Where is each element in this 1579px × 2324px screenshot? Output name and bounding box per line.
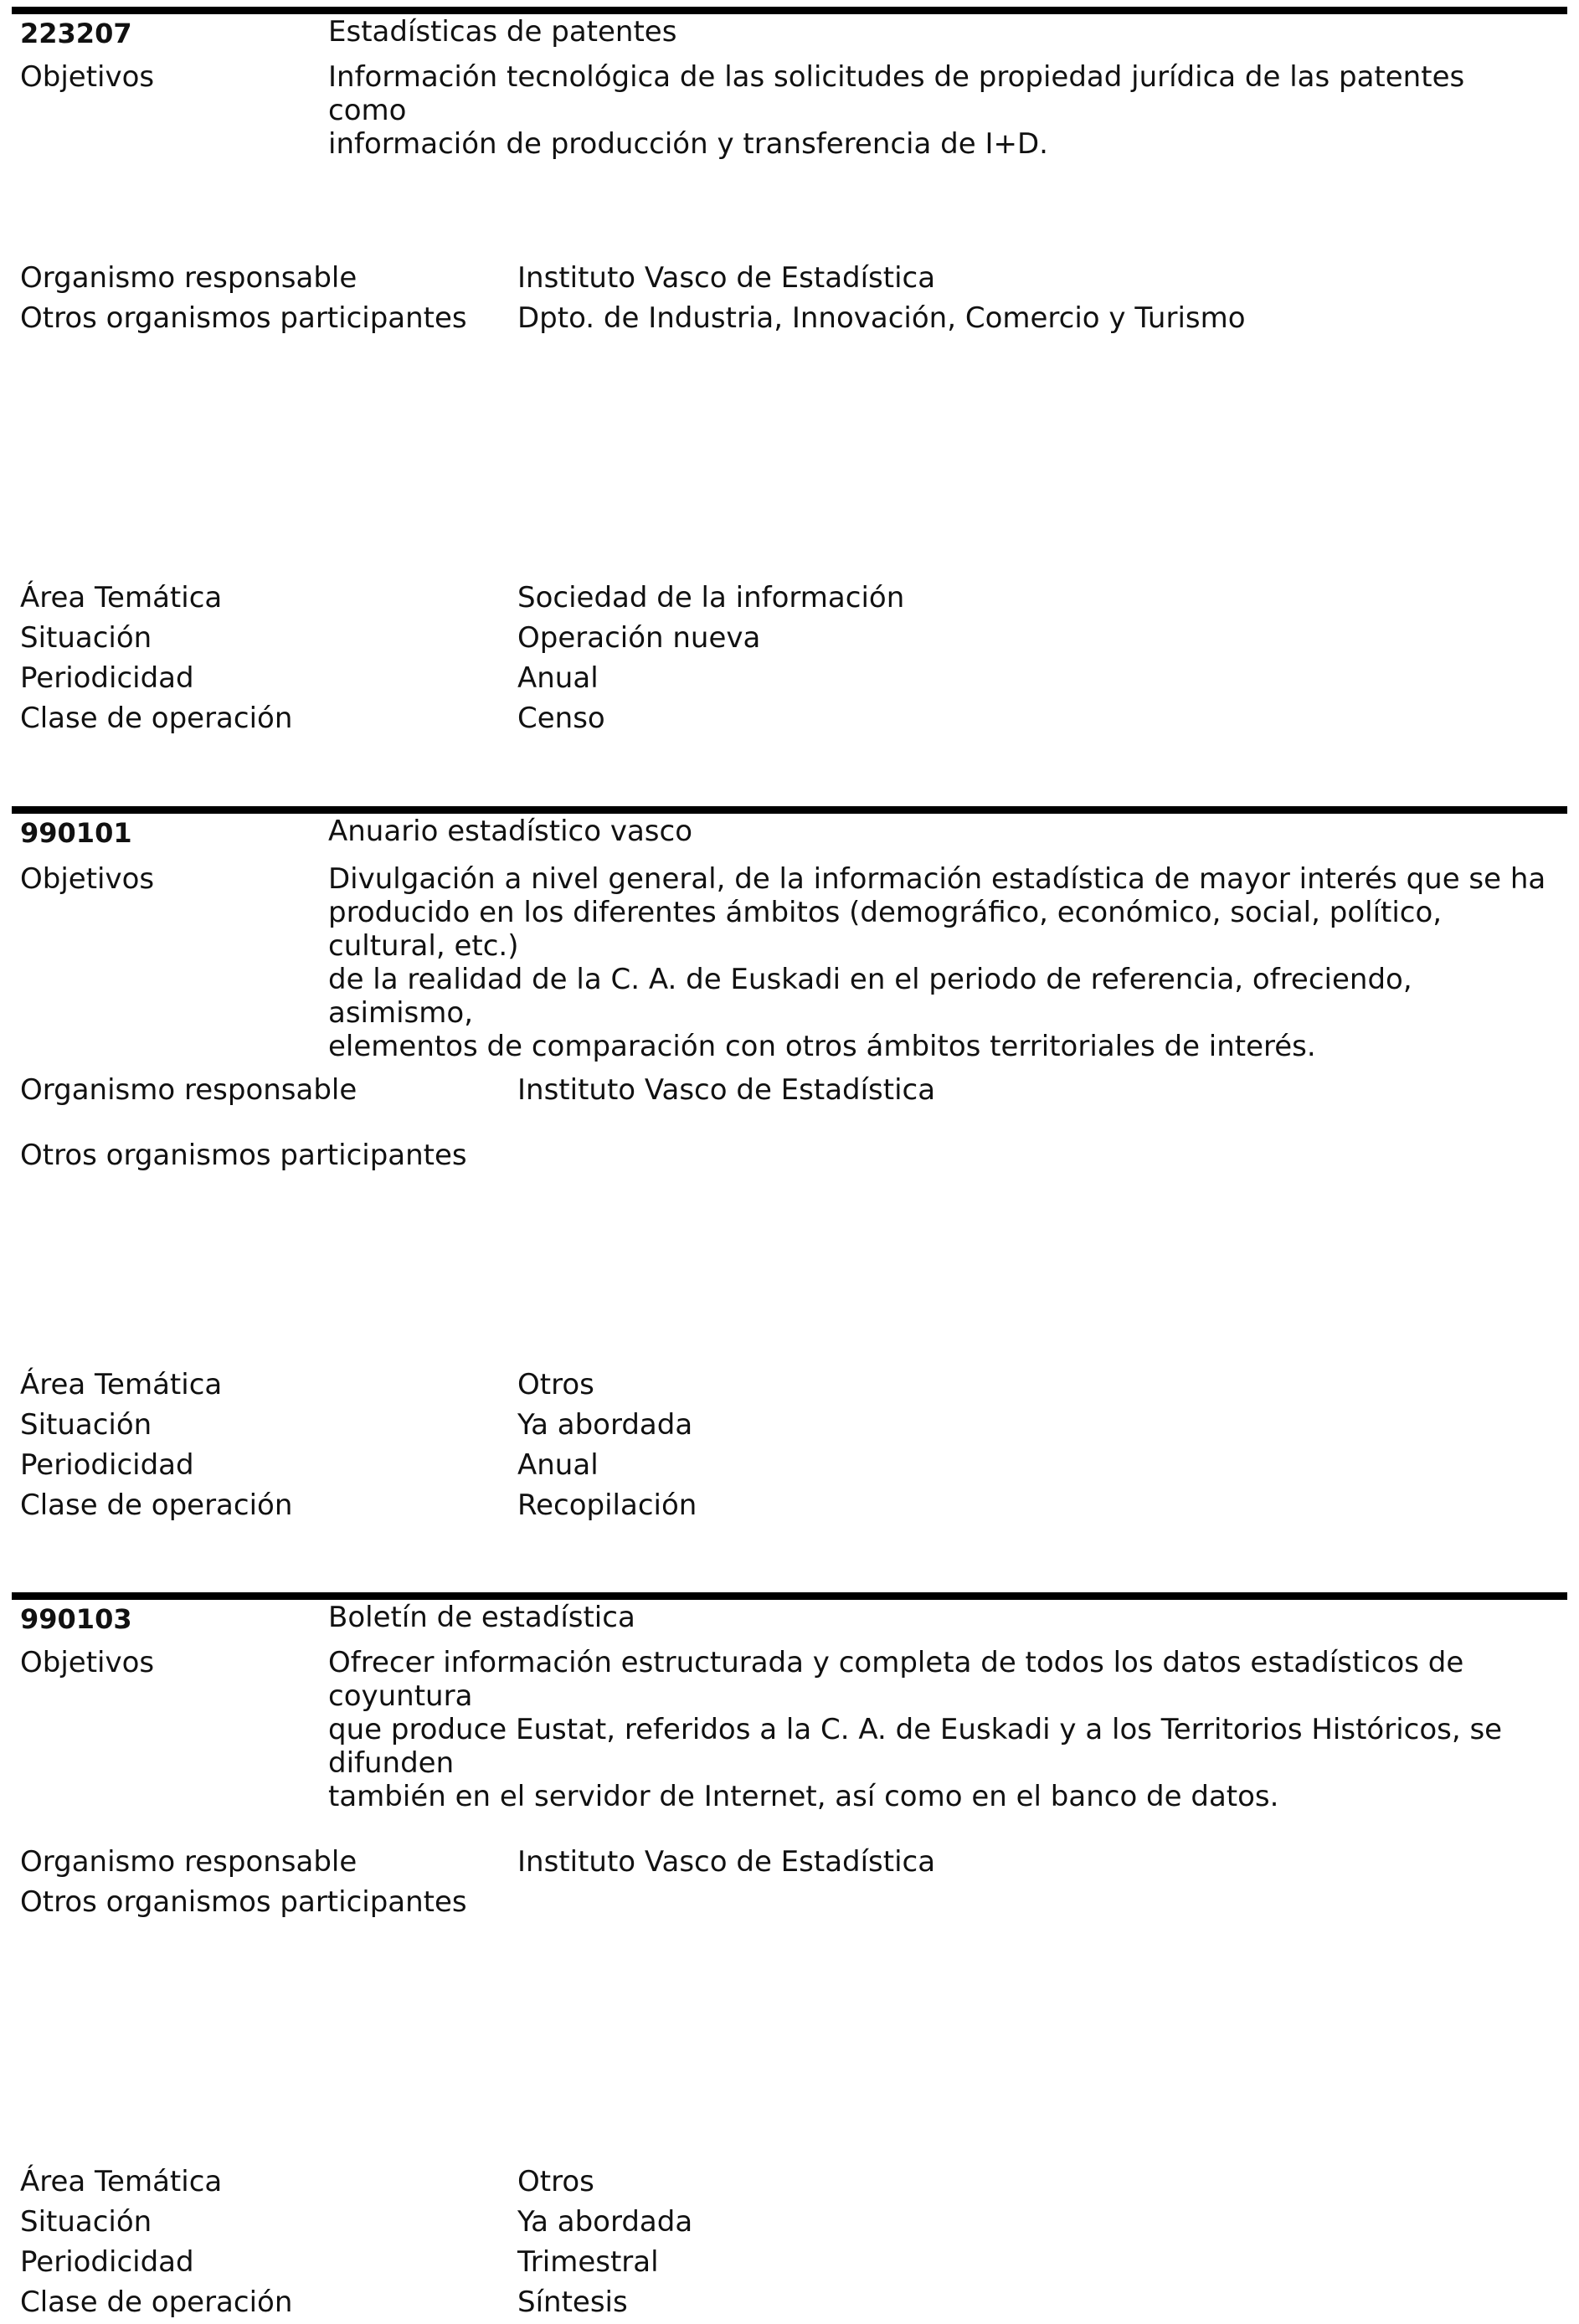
objetivos-line: elementos de comparación con otros ámbitos territoriales de interés.: [328, 1030, 1316, 1063]
objetivos-line: producido en los diferentes ámbitos (demográfico, económico, social, político, cultural, etc.): [328, 896, 1443, 963]
objetivos-text: [328, 1646, 1551, 1813]
organismo-label: Organismo responsable: [20, 1845, 357, 1879]
record-title: Boletín de estadística: [328, 1601, 635, 1634]
clase-label: Clase de operación: [20, 702, 293, 735]
situacion-label: Situación: [20, 2205, 152, 2239]
otros-label: Otros organismos participantes: [20, 1139, 467, 1172]
objetivos-line: Divulgación a nivel general, de la información estadística de mayor interés que se ha: [328, 862, 1546, 896]
area-label: Área Temática: [20, 581, 223, 614]
objetivos-line: información de producción y transferencia de I+D.: [328, 127, 1048, 161]
otros-label: Otros organismos participantes: [20, 1885, 467, 1919]
periodicidad-value: Trimestral: [517, 2245, 659, 2279]
record-title: Anuario estadístico vasco: [328, 815, 693, 848]
periodicidad-value: Anual: [517, 661, 599, 695]
clase-value: Recopilación: [517, 1488, 697, 1522]
clase-value: Síntesis: [517, 2285, 628, 2319]
situacion-value: Operación nueva: [517, 621, 761, 655]
objetivos-label: Objetivos: [20, 862, 155, 896]
record-title: Estadísticas de patentes: [328, 15, 677, 49]
area-label: Área Temática: [20, 1368, 223, 1401]
situacion-value: Ya abordada: [517, 1408, 693, 1442]
organismo-label: Organismo responsable: [20, 1073, 357, 1107]
clase-value: Censo: [517, 702, 605, 735]
otros-label: Otros organismos participantes: [20, 301, 467, 335]
clase-label: Clase de operación: [20, 2285, 293, 2319]
objetivos-text: [328, 862, 1551, 1063]
organismo-label: Organismo responsable: [20, 261, 357, 295]
record-code: 990103: [20, 1603, 132, 1635]
periodicidad-label: Periodicidad: [20, 2245, 194, 2279]
objetivos-text: [328, 60, 1551, 161]
periodicidad-value: Anual: [517, 1448, 599, 1482]
organismo-value: Instituto Vasco de Estadística: [517, 1845, 936, 1879]
objetivos-line: Ofrecer información estructurada y completa de todos los datos estadísticos de coyuntura: [328, 1646, 1464, 1713]
organismo-value: Instituto Vasco de Estadística: [517, 1073, 936, 1107]
area-value: Otros: [517, 1368, 594, 1401]
otros-value: Dpto. de Industria, Innovación, Comercio y Turismo: [517, 301, 1246, 335]
objetivos-line: también en el servidor de Internet, así como en el banco de datos.: [328, 1780, 1279, 1813]
situacion-label: Situación: [20, 621, 152, 655]
record-divider: [12, 806, 1567, 814]
record-code: 223207: [20, 18, 132, 49]
situacion-value: Ya abordada: [517, 2205, 693, 2239]
record-code: 990101: [20, 817, 132, 849]
objetivos-label: Objetivos: [20, 1646, 155, 1679]
objetivos-label: Objetivos: [20, 60, 155, 94]
record-divider: [12, 1592, 1567, 1600]
objetivos-line: Información tecnológica de las solicitudes de propiedad jurídica de las patentes como: [328, 60, 1465, 127]
area-value: Otros: [517, 2165, 594, 2198]
situacion-label: Situación: [20, 1408, 152, 1442]
area-value: Sociedad de la información: [517, 581, 905, 614]
clase-label: Clase de operación: [20, 1488, 293, 1522]
record-divider: [12, 7, 1567, 14]
objetivos-line: de la realidad de la C. A. de Euskadi en el periodo de referencia, ofreciendo, asimismo,: [328, 963, 1412, 1030]
area-label: Área Temática: [20, 2165, 223, 2198]
periodicidad-label: Periodicidad: [20, 661, 194, 695]
periodicidad-label: Periodicidad: [20, 1448, 194, 1482]
objetivos-line: que produce Eustat, referidos a la C. A. de Euskadi y a los Territorios Históricos, se difunden: [328, 1713, 1503, 1780]
organismo-value: Instituto Vasco de Estadística: [517, 261, 936, 295]
